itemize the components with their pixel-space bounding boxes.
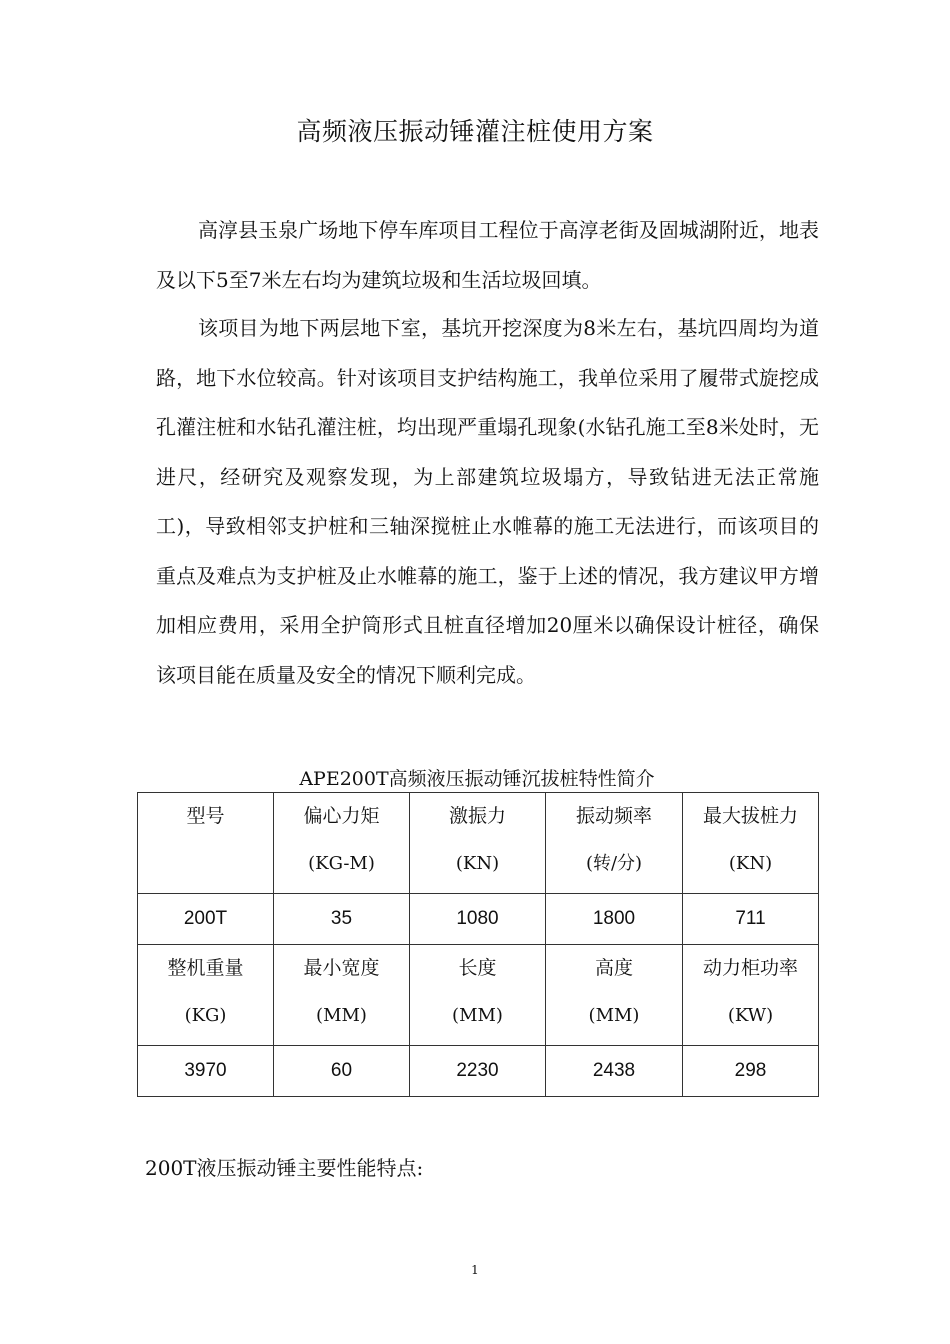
header-unit: (KG-M): [308, 853, 375, 874]
header-cell-max-extraction-force: [683, 793, 819, 894]
value-cell-height: 2438: [546, 1046, 683, 1097]
section-heading-performance: 200T液压振动锤主要性能特点:: [145, 1156, 424, 1180]
header-cell-total-weight: [138, 945, 274, 1046]
header-label: 最大拔桩力: [702, 805, 798, 827]
value-cell-max-extraction-force: 711: [683, 894, 819, 945]
header-cell-length: [410, 945, 546, 1046]
page-number: 1: [471, 1263, 479, 1277]
header-label: 动力柜功率: [702, 957, 798, 979]
header-cell-min-width: [274, 945, 410, 1046]
header-label: 偏心力矩: [303, 805, 380, 827]
paragraph-construction-issue: 该项目为地下两层地下室，基坑开挖深度为8米左右，基坑四周均为道路，地下水位较高。针对该项目支护结构施工，我单位采用了履带式旋挖成孔灌注桩和水钻孔灌注桩，均出现严重塌孔现象(水钻孔施工至8米处时，无进尺，经研究及观察发现，为上部建筑垃圾塌方，导致钻进无法正常施工)，导致相邻支护桩和三轴深搅桩止水帷幕的施工无法进行，而该项目的重点及难点为支护桩及止水帷幕的施工，鉴于上述的情况，我方建议甲方增加相应费用，采用全护筒形式且桩直径增加20厘米以确保设计桩径，确保该项目能在质量及安全的情况下顺利完成。: [156, 316, 819, 687]
header-label: 最小宽度: [303, 957, 380, 979]
header-cell-exciting-force: [410, 793, 546, 894]
value-cell-model: 200T: [138, 894, 274, 945]
document-title: 高频液压振动锤灌注桩使用方案: [296, 117, 654, 146]
value-cell-eccentric-moment: 35: [274, 894, 410, 945]
table-caption: APE200T高频液压振动锤沉拔桩特性简介: [299, 768, 655, 790]
spec-table: [137, 792, 819, 1097]
table-row: [138, 894, 819, 945]
header-unit: (KN): [455, 853, 500, 874]
header-label: 高度: [594, 957, 633, 979]
header-unit: (MM): [588, 1005, 640, 1026]
header-unit: (MM): [316, 1005, 367, 1026]
paragraph-project-location: 高淳县玉泉广场地下停车库项目工程位于高淳老街及固城湖附近，地表及以下5至7米左右均为建筑垃圾和生活垃圾回填。: [156, 218, 819, 292]
header-label: 整机重量: [167, 957, 244, 979]
table-row: [138, 1046, 819, 1097]
header-cell-power-cabinet: [683, 945, 819, 1046]
header-unit: (KN): [728, 853, 773, 874]
header-cell-height: [546, 945, 683, 1046]
header-label: 激振力: [448, 805, 506, 827]
header-cell-vibration-frequency: [546, 793, 683, 894]
header-label: 型号: [186, 805, 225, 827]
table-header-row-2: [138, 945, 819, 1046]
header-unit: (MM): [452, 1005, 503, 1026]
header-label: 长度: [458, 957, 497, 979]
value-cell-vibration-frequency: 1800: [546, 894, 683, 945]
header-cell-eccentric-moment: [274, 793, 410, 894]
header-unit: (转/分): [585, 853, 643, 874]
header-cell-model: [138, 793, 274, 894]
header-label: 振动频率: [575, 805, 652, 827]
value-cell-total-weight: 3970: [138, 1046, 274, 1097]
header-unit: (KW): [727, 1005, 774, 1026]
header-unit: (KG): [184, 1005, 227, 1026]
value-cell-power-cabinet: 298: [683, 1046, 819, 1097]
table-header-row-1: [138, 793, 819, 894]
value-cell-exciting-force: 1080: [410, 894, 546, 945]
value-cell-length: 2230: [410, 1046, 546, 1097]
value-cell-min-width: 60: [274, 1046, 410, 1097]
header-unit: [138, 831, 273, 849]
